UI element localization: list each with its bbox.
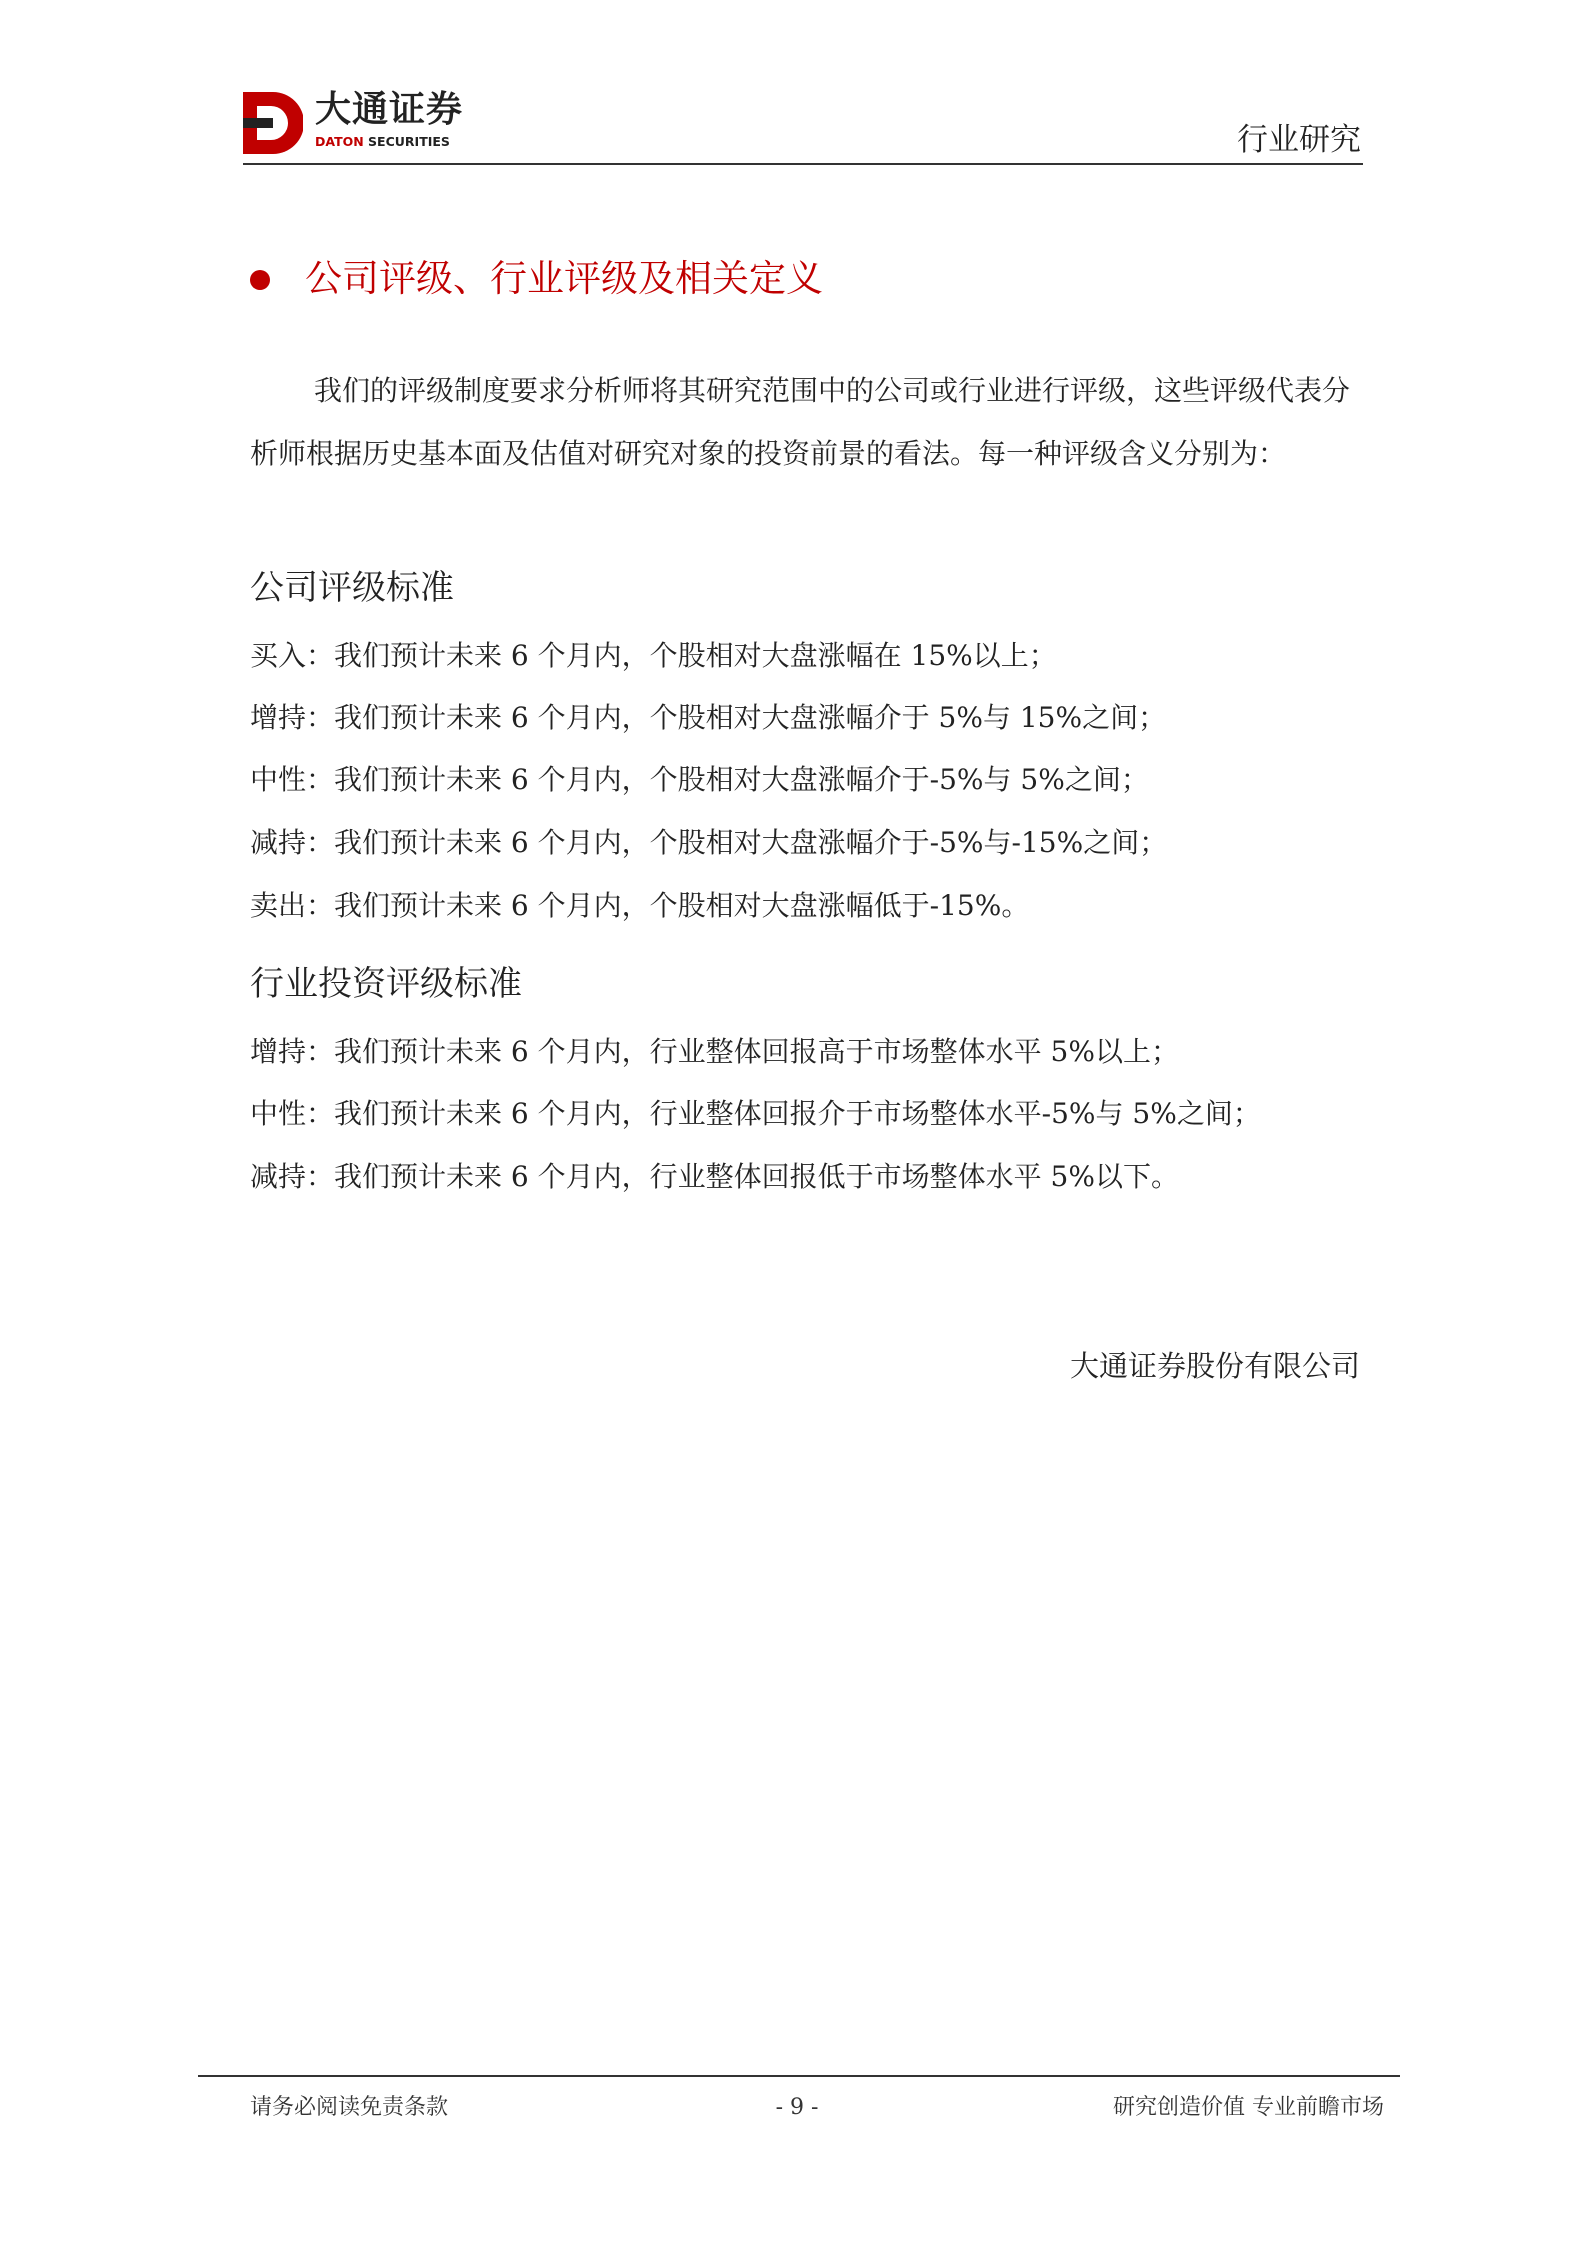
page-number: - 9 - [775,2095,819,2120]
intro-paragraph: 我们的评级制度要求分析师将其研究范围中的公司或行业进行评级，这些评级代表分析师根据历史基本面及估值对研究对象的投资前景的看法。每一种评级含义分别为： [250,374,1351,470]
industry-rating-item: 减持：我们预计未来 6 个月内，行业整体回报低于市场整体水平 5%以下。 [250,1160,1179,1193]
bullet-icon [250,270,270,290]
logo-chinese-name: 大通证券 [315,89,464,130]
logo-en-prefix: DATON [315,134,364,149]
company-rating-item: 买入：我们预计未来 6 个月内，个股相对大盘涨幅在 15%以上； [250,639,1057,672]
daton-logo-icon [243,92,303,154]
header-divider [243,163,1363,165]
section-title: 公司评级、行业评级及相关定义 [305,257,823,300]
company-rating-item: 中性：我们预计未来 6 个月内，个股相对大盘涨幅介于-5%与 5%之间； [250,763,1149,796]
company-rating-item: 增持：我们预计未来 6 个月内，个股相对大盘涨幅介于 5%与 15%之间； [250,701,1167,734]
industry-rating-item: 增持：我们预计未来 6 个月内，行业整体回报高于市场整体水平 5%以上； [250,1035,1179,1068]
company-signature: 大通证券股份有限公司 [1069,1349,1360,1383]
footer-slogan: 研究创造价值 专业前瞻市场 [1113,2095,1384,2120]
page-header [243,88,1363,168]
footer-divider [198,2075,1400,2077]
logo-english-name [315,134,450,150]
footer-disclaimer-note: 请务必阅读免责条款 [250,2095,449,2120]
company-rating-item: 卖出：我们预计未来 6 个月内，个股相对大盘涨幅低于-15%。 [250,889,1030,922]
company-rating-title: 公司评级标准 [250,568,454,608]
industry-rating-item: 中性：我们预计未来 6 个月内，行业整体回报介于市场整体水平-5%与 5%之间； [250,1097,1261,1130]
company-rating-item: 减持：我们预计未来 6 个月内，个股相对大盘涨幅介于-5%与-15%之间； [250,826,1168,859]
report-category: 行业研究 [1237,122,1361,158]
industry-rating-title: 行业投资评级标准 [250,964,522,1004]
logo-en-suffix: SECURITIES [363,134,450,149]
